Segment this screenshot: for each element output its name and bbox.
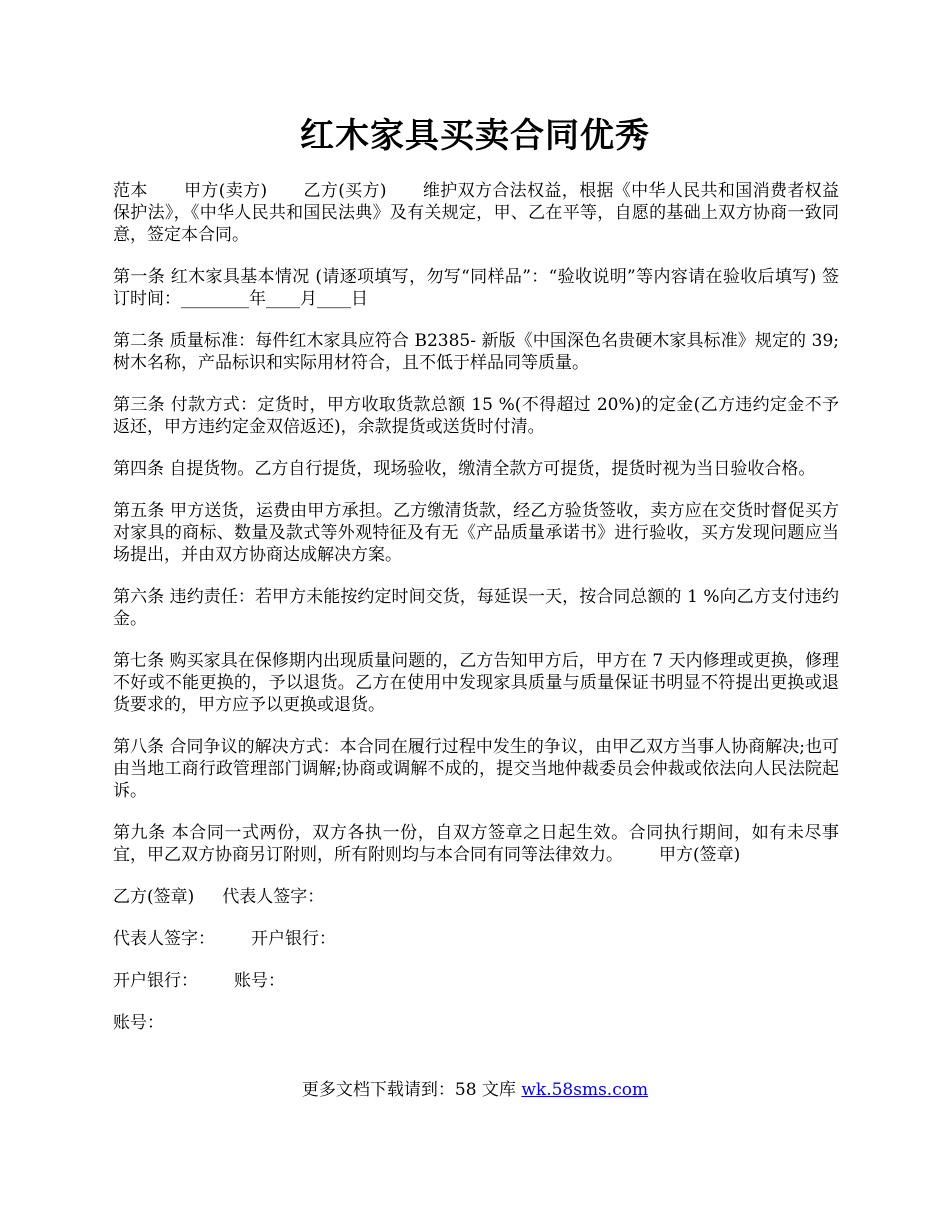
signature-line-4 — [113, 1012, 839, 1034]
party-a-signature-label: 甲方(签章) — [659, 845, 741, 865]
party-b-signature-label: 乙方(签章) — [113, 887, 195, 907]
signature-line-3 — [113, 970, 839, 992]
footer — [0, 1078, 950, 1102]
signature-line-1 — [113, 886, 839, 908]
bank-label-a: 开户银行： — [251, 929, 336, 949]
clause-5: 第五条 甲方送货，运费由甲方承担。乙方缴清货款，经乙方验货签收，卖方应在交货时督促买方对家具的商标、数量及款式等外观特征及有无《产品质量承诺书》进行验收，买方发现问题应当场提出，并由双方协商达成解决方案。 — [113, 501, 839, 565]
clause-8: 第八条 合同争议的解决方式：本合同在履行过程中发生的争议，由甲乙双方当事人协商解决;也可由当地工商行政管理部门调解;协商或调解不成的，提交当地仲裁委员会仲裁或依法向人民法院起诉。 — [113, 737, 839, 801]
clause-4: 第四条 自提货物。乙方自行提货，现场验收，缴清全款方可提货，提货时视为当日验收合格。 — [113, 459, 816, 479]
account-label-a: 账号： — [234, 971, 285, 991]
clause-2: 第二条 质量标准：每件红木家具应符合 B2385- 新版《中国深色名贵硬木家具标准》规定的 39;树木名称，产品标识和实际用材符合，且不低于样品同等质量。 — [113, 331, 839, 373]
clause-7: 第七条 购买家具在保修期内出现质量问题的，乙方告知甲方后，甲方在 7 天内修理或更换，修理不好或不能更换的，予以退货。乙方在使用中发现家具质量与质量保证书明显不符提出更换或退货要求的，甲方应予以更换或退货。 — [113, 651, 839, 715]
account-label-b: 账号： — [113, 1013, 164, 1033]
clause-9 — [113, 822, 839, 866]
footer-text: 更多文档下载请到：58 文库 — [301, 1080, 522, 1100]
intro-part-2: 甲方(卖方) — [183, 181, 268, 201]
signature-line-2 — [113, 928, 839, 950]
clause-9-text: 第九条 本合同一式两份，双方各执一份，自双方签章之日起生效。合同执行期间，如有未尽事宜，甲乙双方协商另订附则，所有附则均与本合同有同等法律效力。 — [113, 823, 839, 865]
clause-3: 第三条 付款方式：定货时，甲方收取货款总额 15 %(不得超过 20%)的定金(乙方违约定金不予返还，甲方违约定金双倍返还)，余款提货或送货时付清。 — [113, 395, 839, 437]
intro-paragraph — [113, 180, 839, 246]
intro-part-3: 乙方(买方) — [303, 181, 387, 201]
document-title: 红木家具买卖合同优秀 — [300, 116, 650, 156]
clause-1: 第一条 红木家具基本情况 (请逐项填写，勿写“同样品”：“验收说明”等内容请在验收后填写) 签订时间：________年____月____日 — [113, 267, 839, 309]
representative-signature-label-a: 代表人签字： — [222, 887, 325, 907]
clause-6: 第六条 违约责任：若甲方未能按约定时间交货，每延误一天，按合同总额的 1 %向乙方支付违约金。 — [113, 587, 839, 629]
intro-part-4: 维护双方合法权益，根据《中华人民共和国消费者权益保护法》，《中华人民共和国民法典》及有关规定，甲、乙在平等，自愿的基础上双方协商一致同意，签定本合同。 — [113, 181, 840, 245]
document-body — [113, 180, 839, 1054]
representative-signature-label-b: 代表人签字： — [113, 929, 215, 949]
footer-link[interactable]: wk.58sms.com — [521, 1080, 649, 1100]
bank-label-b: 开户银行： — [113, 971, 198, 991]
intro-part-1: 范本 — [113, 181, 148, 201]
